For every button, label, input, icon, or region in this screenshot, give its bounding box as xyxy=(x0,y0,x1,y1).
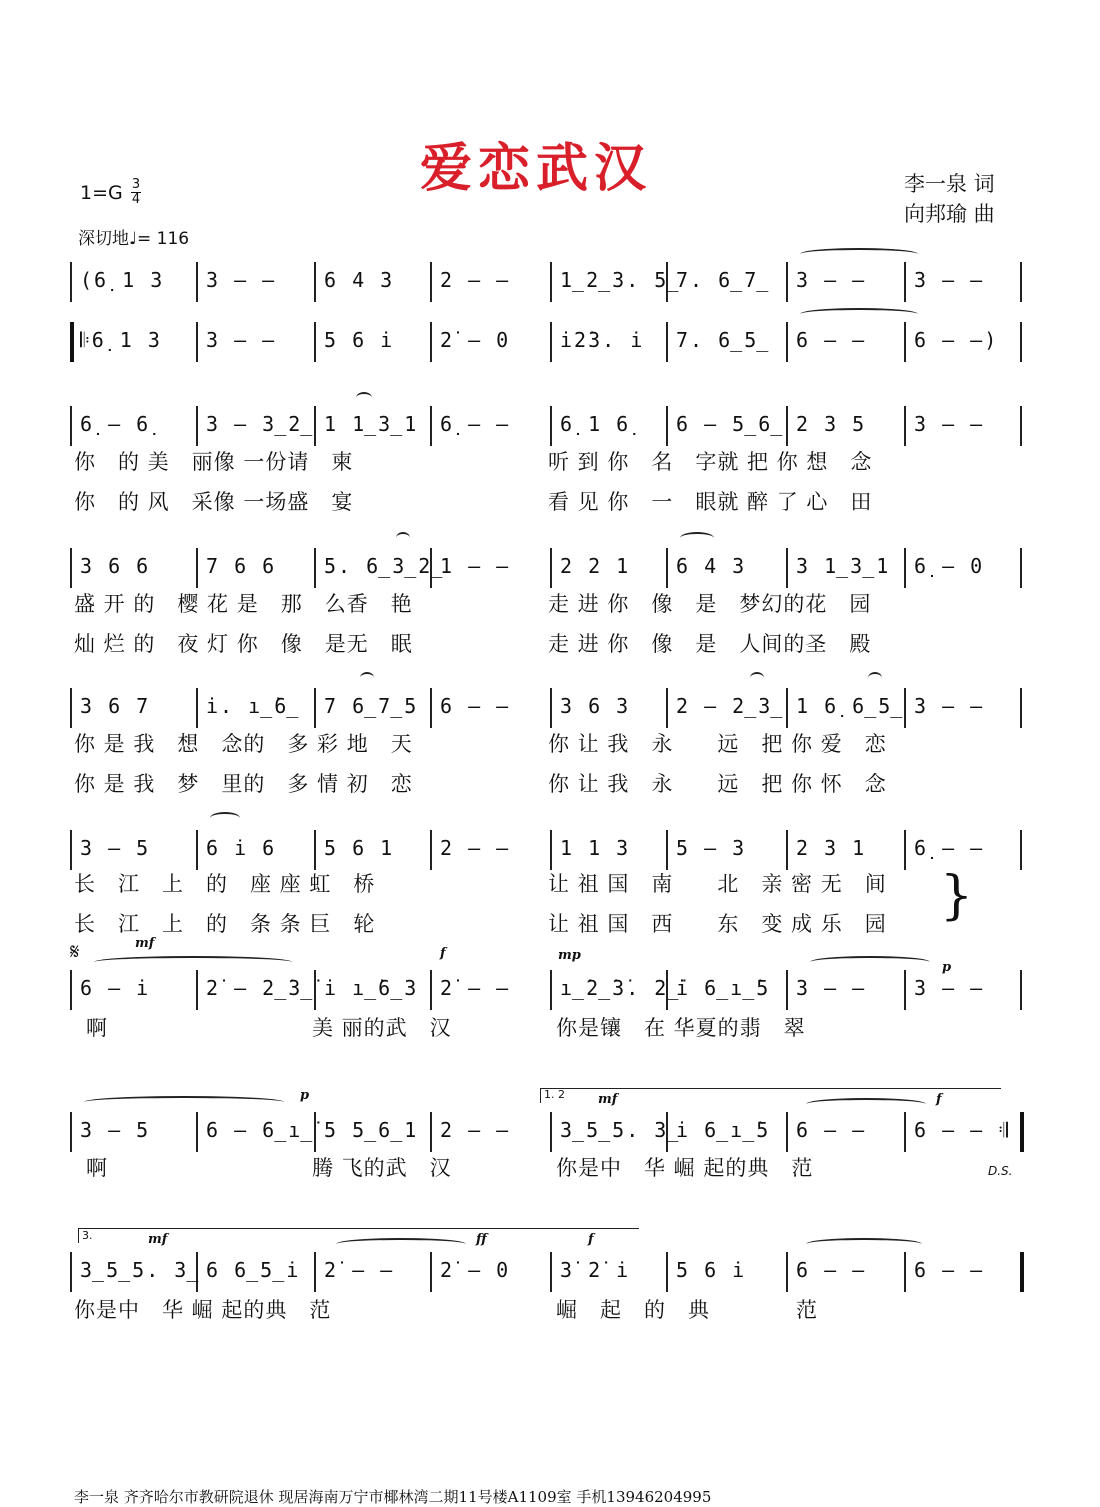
measure: 3 – 5 xyxy=(80,1118,151,1142)
barline xyxy=(786,830,788,870)
measure: 3 – – xyxy=(206,268,277,292)
barline xyxy=(430,322,432,362)
measure: 6 – – 𝄇 xyxy=(914,1118,1010,1142)
measure: 3 – 3̲2̲ xyxy=(206,412,315,436)
composer-credit: 向邦瑜 曲 xyxy=(904,202,995,226)
measure: 6̣ – 0 xyxy=(914,554,985,578)
measure: 1 – – xyxy=(440,554,511,578)
barline xyxy=(430,1112,432,1152)
measure: 2 – 2̲3̲ xyxy=(676,694,785,718)
measure: 1 1̲3̲1 xyxy=(324,412,419,436)
barline xyxy=(666,1252,668,1292)
measure: i̇ i̲̇6̲3 xyxy=(324,976,419,1000)
measure: 3 – – xyxy=(914,976,985,1000)
barline xyxy=(70,1112,72,1152)
measure: 3 – – xyxy=(206,328,277,352)
measure: 2 3 1 xyxy=(796,836,867,860)
tie-slur xyxy=(800,248,918,260)
barline xyxy=(904,262,906,302)
volta-label-1-2: 1. 2 xyxy=(544,1088,565,1101)
barline xyxy=(1020,970,1022,1010)
measure: 6 – 5̲6̲ xyxy=(676,412,785,436)
barline xyxy=(666,322,668,362)
tie-slur xyxy=(806,1098,926,1110)
barline xyxy=(430,688,432,728)
lyric-line: 你 的 风 采像 一场盛 宴 xyxy=(74,490,354,514)
measure: 3 1̲3̲1 xyxy=(796,554,891,578)
lyric-line: 美 丽的武 汉 xyxy=(312,1016,452,1040)
barline xyxy=(70,406,72,446)
measure: 2̇ – 0 xyxy=(440,1258,511,1282)
fermata-arc xyxy=(356,392,372,404)
barline xyxy=(1020,1252,1024,1292)
barline xyxy=(666,406,668,446)
measure: i̲̇2̲̇3̇. 2̲̇ xyxy=(560,976,681,1000)
dynamic-p: p xyxy=(942,960,952,975)
measure: 6̣ – – xyxy=(440,412,511,436)
tie-slur xyxy=(680,532,714,544)
time-signature xyxy=(131,178,141,207)
measure: 3 – – xyxy=(796,976,867,1000)
dynamic-ff: ff xyxy=(476,1232,487,1247)
measure: 6 i̇ 6 xyxy=(206,836,277,860)
dynamic-mf: mf xyxy=(135,936,155,951)
barline xyxy=(430,970,432,1010)
lyric-line: 听 到 你 名 字就 把 你 想 念 xyxy=(548,450,873,474)
barline xyxy=(904,548,906,588)
staff-row xyxy=(70,688,1040,732)
tie-slur xyxy=(210,812,240,824)
barline xyxy=(314,322,316,362)
barline xyxy=(196,830,198,870)
measure: 3 6 3 xyxy=(560,694,631,718)
measure: 3 6 6 xyxy=(80,554,151,578)
measure: 6̣ – 6̣ xyxy=(80,412,151,436)
barline xyxy=(70,688,72,728)
measure: 3 6 7 xyxy=(80,694,151,718)
measure: 2̇ – 2̲̇3̲̇ xyxy=(206,976,315,1000)
measure: 7. 6̲5̲ xyxy=(676,328,771,352)
lyric-line: 看 见 你 一 眼就 醉 了 心 田 xyxy=(548,490,873,514)
lyricist-credit: 李一泉 词 xyxy=(904,172,995,196)
tie-slur xyxy=(800,308,918,320)
barline xyxy=(904,1252,906,1292)
barline xyxy=(1020,830,1022,870)
measure: 1 1 3 xyxy=(560,836,631,860)
lyric-line: 走 进 你 像 是 人间的圣 殿 xyxy=(548,632,872,656)
staff-row xyxy=(70,1112,1040,1156)
dynamic-f: f xyxy=(588,1232,594,1247)
measure: (6̣ 1 3 xyxy=(80,268,165,292)
barline xyxy=(196,262,198,302)
tie-slur xyxy=(336,1238,466,1250)
barline xyxy=(196,970,198,1010)
barline xyxy=(904,830,906,870)
barline xyxy=(666,548,668,588)
barline xyxy=(786,322,788,362)
staff-row xyxy=(70,1252,1040,1296)
measure: i̇2̇3. i̇ xyxy=(560,328,645,352)
measure: 6 – – xyxy=(796,1118,867,1142)
measure: 5 6 1 xyxy=(324,836,395,860)
barline xyxy=(70,322,74,362)
measure: 2 – – xyxy=(440,268,511,292)
measure: 1 6̣ 6̲5̲ xyxy=(796,694,905,718)
lyric-line: 范 xyxy=(796,1298,818,1322)
measure: 6 – – xyxy=(440,694,511,718)
lyric-brace: } xyxy=(940,866,974,926)
staff-row xyxy=(70,322,1040,366)
staff-row xyxy=(70,970,1040,1014)
barline xyxy=(550,688,552,728)
lyric-line: 你是镶 在 华夏的翡 翠 xyxy=(556,1016,806,1040)
measure: 3 – 5 xyxy=(80,836,151,860)
measure: 2̇ – – xyxy=(324,1258,395,1282)
lyric-line: 你 的 美 丽像 一份请 柬 xyxy=(74,450,354,474)
barline xyxy=(786,262,788,302)
measure: 6 – – xyxy=(914,1258,985,1282)
barline xyxy=(904,406,906,446)
measure: 5. 6̲3̲2̲ xyxy=(324,554,445,578)
barline xyxy=(666,688,668,728)
barline xyxy=(786,406,788,446)
barline xyxy=(70,970,72,1010)
tie-slur xyxy=(84,1096,284,1108)
lyric-line: 崛 起 的 典 xyxy=(556,1298,710,1322)
barline xyxy=(314,830,316,870)
measure: i̇ 6̲i̲̇5 xyxy=(676,976,771,1000)
measure: 6 6̲5̲i̇ xyxy=(206,1258,301,1282)
barline xyxy=(70,262,72,302)
measure: 6̣ – – xyxy=(914,836,985,860)
measure: 5 – 3 xyxy=(676,836,747,860)
lyric-line: 你 让 我 永 远 把 你 爱 恋 xyxy=(548,732,887,756)
measure: 3̇ 2̇ i̇ xyxy=(560,1258,631,1282)
barline xyxy=(314,688,316,728)
barline xyxy=(904,1112,906,1152)
barline xyxy=(550,322,552,362)
barline xyxy=(786,970,788,1010)
barline xyxy=(1020,1112,1024,1152)
barline xyxy=(904,322,906,362)
barline xyxy=(550,830,552,870)
measure: 6 – 6̲i̲̇ xyxy=(206,1118,315,1142)
measure: i̇ 6̲i̲̇5 xyxy=(676,1118,771,1142)
barline xyxy=(550,548,552,588)
key-signature: 1=G xyxy=(80,182,123,204)
lyric-line: 啊 xyxy=(86,1016,108,1040)
dynamic-mf: mf xyxy=(148,1232,168,1247)
dynamic-p: p xyxy=(300,1088,310,1103)
lyric-line: 让 祖 国 南 北 亲 密 无 间 xyxy=(548,872,887,896)
lyric-line: 你 是 我 梦 里的 多 情 初 恋 xyxy=(74,772,413,796)
barline xyxy=(314,1252,316,1292)
barline xyxy=(430,406,432,446)
measure: 2̇ – – xyxy=(440,976,511,1000)
barline xyxy=(666,830,668,870)
time-sig-top: 3 xyxy=(131,177,141,192)
lyric-line: 灿 烂 的 夜 灯 你 像 是无 眠 xyxy=(74,632,413,656)
lyric-line: 长 江 上 的 座 座 虹 桥 xyxy=(74,872,376,896)
barline xyxy=(1020,322,1022,362)
barline xyxy=(314,262,316,302)
measure: 6 – – xyxy=(796,328,867,352)
lyric-line: 你是中 华 崛 起的典 范 xyxy=(74,1298,332,1322)
barline xyxy=(430,1252,432,1292)
barline xyxy=(196,406,198,446)
measure: 7. 6̲7̲ xyxy=(676,268,771,292)
tie-slur xyxy=(94,956,292,968)
staff-row xyxy=(70,548,1040,592)
lyric-line: 你 是 我 想 念的 多 彩 地 天 xyxy=(74,732,413,756)
measure: 7 6 6 xyxy=(206,554,277,578)
barline xyxy=(550,1252,552,1292)
barline xyxy=(1020,688,1022,728)
barline xyxy=(904,970,906,1010)
barline xyxy=(70,830,72,870)
measure: 𝄆6̣ 1 3 xyxy=(80,328,162,352)
measure: 2̇ – 0 xyxy=(440,328,511,352)
fermata-arc xyxy=(396,532,410,544)
measure: 1̲2̲3. 5̲ xyxy=(560,268,681,292)
lyric-line: 啊 xyxy=(86,1156,108,1180)
barline xyxy=(550,262,552,302)
lyric-line: 盛 开 的 樱 花 是 那 么香 艳 xyxy=(74,592,413,616)
measure: 3 – – xyxy=(796,268,867,292)
measure: 5 5̲6̲1 xyxy=(324,1118,419,1142)
barline xyxy=(550,970,552,1010)
dynamic-f: f xyxy=(440,946,446,961)
barline xyxy=(550,406,552,446)
lyric-line: 你 让 我 永 远 把 你 怀 念 xyxy=(548,772,887,796)
measure: 2 – – xyxy=(440,836,511,860)
measure: i̇. i̲̇6̲ xyxy=(206,694,301,718)
measure: 5 6 i̇ xyxy=(324,328,395,352)
song-title: 爱恋武汉 xyxy=(420,138,653,199)
barline xyxy=(786,688,788,728)
measure: 6 – – xyxy=(796,1258,867,1282)
barline xyxy=(196,322,198,362)
fermata-arc xyxy=(750,672,764,684)
barline xyxy=(1020,262,1022,302)
barline xyxy=(786,1112,788,1152)
staff-row xyxy=(70,262,1040,306)
lyric-line: 腾 飞的武 汉 xyxy=(312,1156,452,1180)
barline xyxy=(1020,548,1022,588)
volta-label-3: 3. xyxy=(82,1229,93,1242)
barline xyxy=(70,1252,72,1292)
measure: 3 – – xyxy=(914,268,985,292)
measure: 5 6 i̇ xyxy=(676,1258,747,1282)
barline xyxy=(196,688,198,728)
measure: 6̣ 1 6̣ xyxy=(560,412,631,436)
tie-slur xyxy=(806,1238,922,1250)
barline xyxy=(550,1112,552,1152)
barline xyxy=(786,1252,788,1292)
tie-slur xyxy=(810,956,930,968)
lyric-line: 让 祖 国 西 东 变 成 乐 园 xyxy=(548,912,887,936)
measure: 6 – –) xyxy=(914,328,999,352)
measure: 3 – – xyxy=(914,694,985,718)
measure: 7 6̲7̲5 xyxy=(324,694,419,718)
barline xyxy=(430,830,432,870)
tempo-marking: 深切地♩= 116 xyxy=(78,229,190,249)
lyric-line: 长 江 上 的 条 条 巨 轮 xyxy=(74,912,376,936)
measure: 3̲5̲5. 3̲ xyxy=(80,1258,201,1282)
segno-mark: 𝄋 xyxy=(70,940,80,965)
barline xyxy=(196,548,198,588)
footer-contact: 李一泉 齐齐哈尔市教研院退休 现居海南万宁市椰林湾二期11号楼A1109室 手机13946204995 xyxy=(74,1488,712,1506)
measure: 3̲5̲5. 3̲ xyxy=(560,1118,681,1142)
barline xyxy=(430,262,432,302)
barline xyxy=(196,1112,198,1152)
dynamic-f: f xyxy=(936,1092,942,1107)
measure: 2 – – xyxy=(440,1118,511,1142)
measure: 6 – i̇ xyxy=(80,976,151,1000)
ds-mark: D.S. xyxy=(988,1164,1013,1178)
time-sig-bottom: 4 xyxy=(131,192,141,207)
dynamic-mf: mf xyxy=(598,1092,618,1107)
barline xyxy=(1020,406,1022,446)
dynamic-mp: mp xyxy=(558,948,581,963)
measure: 6 4 3 xyxy=(676,554,747,578)
barline xyxy=(786,548,788,588)
barline xyxy=(70,548,72,588)
lyric-line: 你是中 华 崛 起的典 范 xyxy=(556,1156,814,1180)
fermata-arc xyxy=(360,672,374,684)
fermata-arc xyxy=(868,672,882,684)
lyric-line: 走 进 你 像 是 梦幻的花 园 xyxy=(548,592,872,616)
measure: 6 4 3 xyxy=(324,268,395,292)
staff-row xyxy=(70,406,1040,450)
measure: 2 3 5 xyxy=(796,412,867,436)
measure: 2 2 1 xyxy=(560,554,631,578)
measure: 3 – – xyxy=(914,412,985,436)
barline xyxy=(314,548,316,588)
